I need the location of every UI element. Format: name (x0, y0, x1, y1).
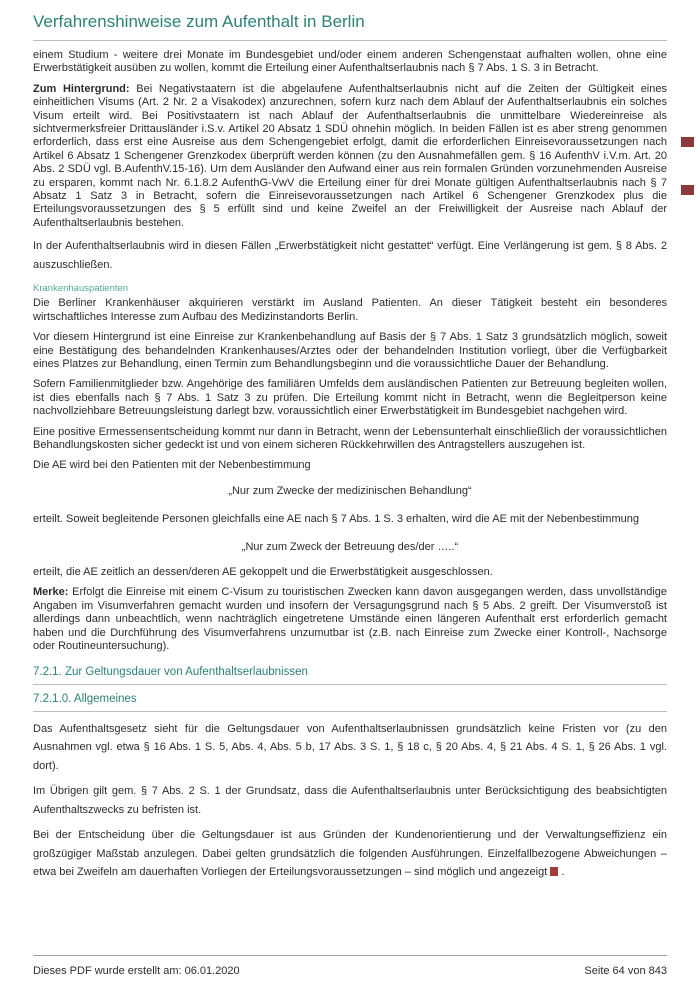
quote-line: „Nur zum Zwecke der medizinischen Behandlung“ (228, 484, 472, 497)
page-body (33, 10, 667, 889)
body-paragraph (33, 378, 667, 418)
paragraph-text: Bei der Entscheidung über die Geltungsdauer ist aus Gründen der Kundenorientierung und der Verwaltungseffizienz ein großzügiger Maßstab anzulegen. Dabei gelten grundsätzlich die folgenden Ausführungen. Einzelfallbezogene Abweichungen – etwa bei Zweifeln am dauerhaften Vorliegen der Erteilungsvoraussetzungen – sind möglich und angezeigt (33, 829, 667, 878)
paragraph-text: Bei Negativstaatern ist die abgelaufene Aufenthaltserlaubnis nicht auf die Zeiten der Gültigkeit eines einheitlichen Visums (Art. 2 Nr. 2 a Visakodex) anzurechnen, sofern kurz nach dem Ablauf der Aufenthaltserlaubnis ein solches Visum erteilt wird. Bei Positivstaatern ist nach Ablauf der Aufenthaltserlaubnis die unmittelbare Wiedereinreise als sichtvermerksfreier Drittausländer i.S.v. Artikel 20 Absatz 1 SDÜ ohnehin möglich. In beiden Fällen ist es aber streng genommen erforderlich, dass erst eine Ausreise aus dem Schengengebiet erfolgt, damit die erforderlichen Einreisevoraussetzungen nach Artikel 6 Absatz 1 Schengener Grenzkodex überprüft werden können (zu den Ausnahmefällen gem. § 16 AufenthV i.V.m. Art. 20 Abs. 2 SDÜ vgl. B.AufenthV.15-16). Um dem Ausländer den Aufwand einer aus rein formalen Gründen vorzunehmenden Ausreise zu ersparen, kommt nach Nr. 6.1.8.2 AufenthG-VwV die Erteilung einer für drei Monate gültigen Aufenthaltserlaubnis nach § 7 Absatz 1 Satz 3 in Betracht, sofern die Einreisevoraussetzungen nach Artikel 6 Schengener Grenzkodex plus die Erteilungsvoraussetzungen des § 5 erfüllt sind und keine Zweifel an der Freiwilligkeit der Ausreise nach Ablauf der Aufenthaltserlaubnis bestehen. (33, 82, 667, 229)
paragraph-text: Vor diesem Hintergrund ist eine Einreise zur Krankenbehandlung auf Basis der § 7 Abs. 1 Satz 3 grundsätzlich möglich, soweit eine Bestätigung des behandelnden Krankenhauses/Arztes oder der behandelnden Institution vorliegt, über die Verfügbarkeit eines Platzes zur Behandlung, einen Termin zum Behandlungsbeginn und die voraussichtliche Dauer der Behandlung. (33, 331, 667, 370)
body-paragraph (33, 782, 667, 819)
section-heading-7210: 7.2.1.0. Allgemeines (33, 693, 667, 712)
body-paragraph (33, 297, 667, 324)
bold-lead: Zum Hintergrund: (33, 82, 130, 95)
page-footer (33, 955, 667, 977)
paragraph-text: Die AE wird bei den Patienten mit der Nebenbestimmung (33, 459, 311, 472)
page-title: Verfahrenshinweise zum Aufenthalt in Berlin (33, 10, 667, 41)
footer-created-date: Dieses PDF wurde erstellt am: 06.01.2020 (33, 965, 240, 977)
subsection-label: Krankenhauspatienten (33, 283, 129, 295)
body-paragraph (33, 83, 667, 230)
paragraph-text: Eine positive Ermessensentscheidung kommt nur dann in Betracht, wenn der Lebensunterhalt einschließlich der voraussichtlichen Behandlungskosten sicher gedeckt ist und von einem sicheren Rückkehrwillen des Antragstellers auszugehen ist. (33, 425, 667, 451)
body-paragraph (33, 459, 667, 472)
paragraph-text: Erfolgt die Einreise mit einem C-Visum zu touristischen Zwecken kann davon ausgegangen werden, dass unvollständige Angaben im Visumverfahren gemacht wurden und insofern der Versagungsgrund nach § 5 Abs. 2 greift. Der Visumverstoß ist allerdings dann unbeachtlich, wenn nachträglich eingetretene Umstände einen längeren Aufenthalt erst erforderlich gemacht haben und die Durchführung des Visumverfahrens unzumutbar ist (z.B. nach Einreise zum Zwecke einer Kontroll-, Nachsorge oder Routineuntersuchung). (33, 586, 667, 653)
quote-line: „Nur zum Zweck der Betreuung des/der …..“ (241, 540, 459, 553)
paragraph-text: In der Aufenthaltserlaubnis wird in diesen Fällen „Erwerbstätigkeit nicht gestattet“ verfügt. Eine Verlängerung ist gem. § 8 Abs. 2 auszuschließen. (33, 240, 667, 271)
paragraph-text: Das Aufenthaltsgesetz sieht für die Geltungsdauer von Aufenthaltserlaubnissen grundsätzlich keine Fristen vor (zu den Ausnahmen vgl. etwa § 16 Abs. 1 S. 5, Abs. 4, Abs. 5 b, 17 Abs. 3 S. 1, § 18 c, § 20 Abs. 4, § 21 Abs. 4 S. 1, § 26 Abs. 1 vgl. dort). (33, 722, 667, 772)
paragraph-text: Sofern Familienmitglieder bzw. Angehörige des familiären Umfelds dem ausländischen Patienten zur Betreuung begleiten wollen, ist dies ebenfalls nach § 7 Abs. 1 Satz 3 zu prüfen. Die Erteilung kommt nicht in Betracht, wenn die Begleitperson keine nachvollziehbare Betreuungsleistung darlegt bzw. voraussichtlich einer Erwerbstätigkeit im Bundesgebiet nachgehen wird. (33, 378, 667, 418)
paragraph-text: Die Berliner Krankenhäuser akquirieren verstärkt im Ausland Patienten. An dieser Tätigkeit besteht ein besonderes wirtschaftliches Interesse zum Aufbau des Medizinstandorts Berlin. (33, 297, 667, 323)
paragraph-text: erteilt. Soweit begleitende Personen gleichfalls eine AE nach § 7 Abs. 1 S. 3 erhalten, wird die AE mit der Nebenbestimmung (33, 513, 639, 526)
body-paragraph (33, 586, 667, 653)
paragraph-text: Im Übrigen gilt gem. § 7 Abs. 2 S. 1 der Grundsatz, dass die Aufenthaltserlaubnis unter Berücksichtigung des beabsichtigten Aufenthaltszwecks zu befristen ist. (33, 785, 667, 816)
body-paragraph (33, 237, 667, 274)
body-paragraph (33, 566, 667, 579)
annotation-mark-icon (681, 185, 694, 195)
footer-page-number: Seite 64 von 843 (584, 965, 667, 977)
body-paragraph (33, 331, 667, 371)
bold-lead: Merke: (33, 586, 69, 599)
body-paragraph (33, 720, 667, 776)
body-paragraph (33, 826, 667, 882)
paragraph-text: einem Studium - weitere drei Monate im Bundesgebiet und/oder einem anderen Schengenstaat aufhalten wollen, ohne eine Erwerbstätigkeit ausüben zu wollen, kommt die Erteilung einer Aufenthaltserlaubnis nach § 7 Abs. 1 S. 3 in Betracht. (33, 49, 667, 75)
annotation-mark-icon (681, 137, 694, 147)
paragraph-text: erteilt, die AE zeitlich an dessen/deren AE gekoppelt und die Erwerbstätigkeit ausgeschlossen. (33, 566, 493, 579)
body-paragraph (33, 426, 667, 453)
section-heading-721: 7.2.1. Zur Geltungsdauer von Aufenthaltserlaubnissen (33, 666, 667, 685)
paragraph-text: . (558, 866, 565, 878)
body-paragraph (33, 49, 667, 76)
body-paragraph (33, 510, 667, 529)
